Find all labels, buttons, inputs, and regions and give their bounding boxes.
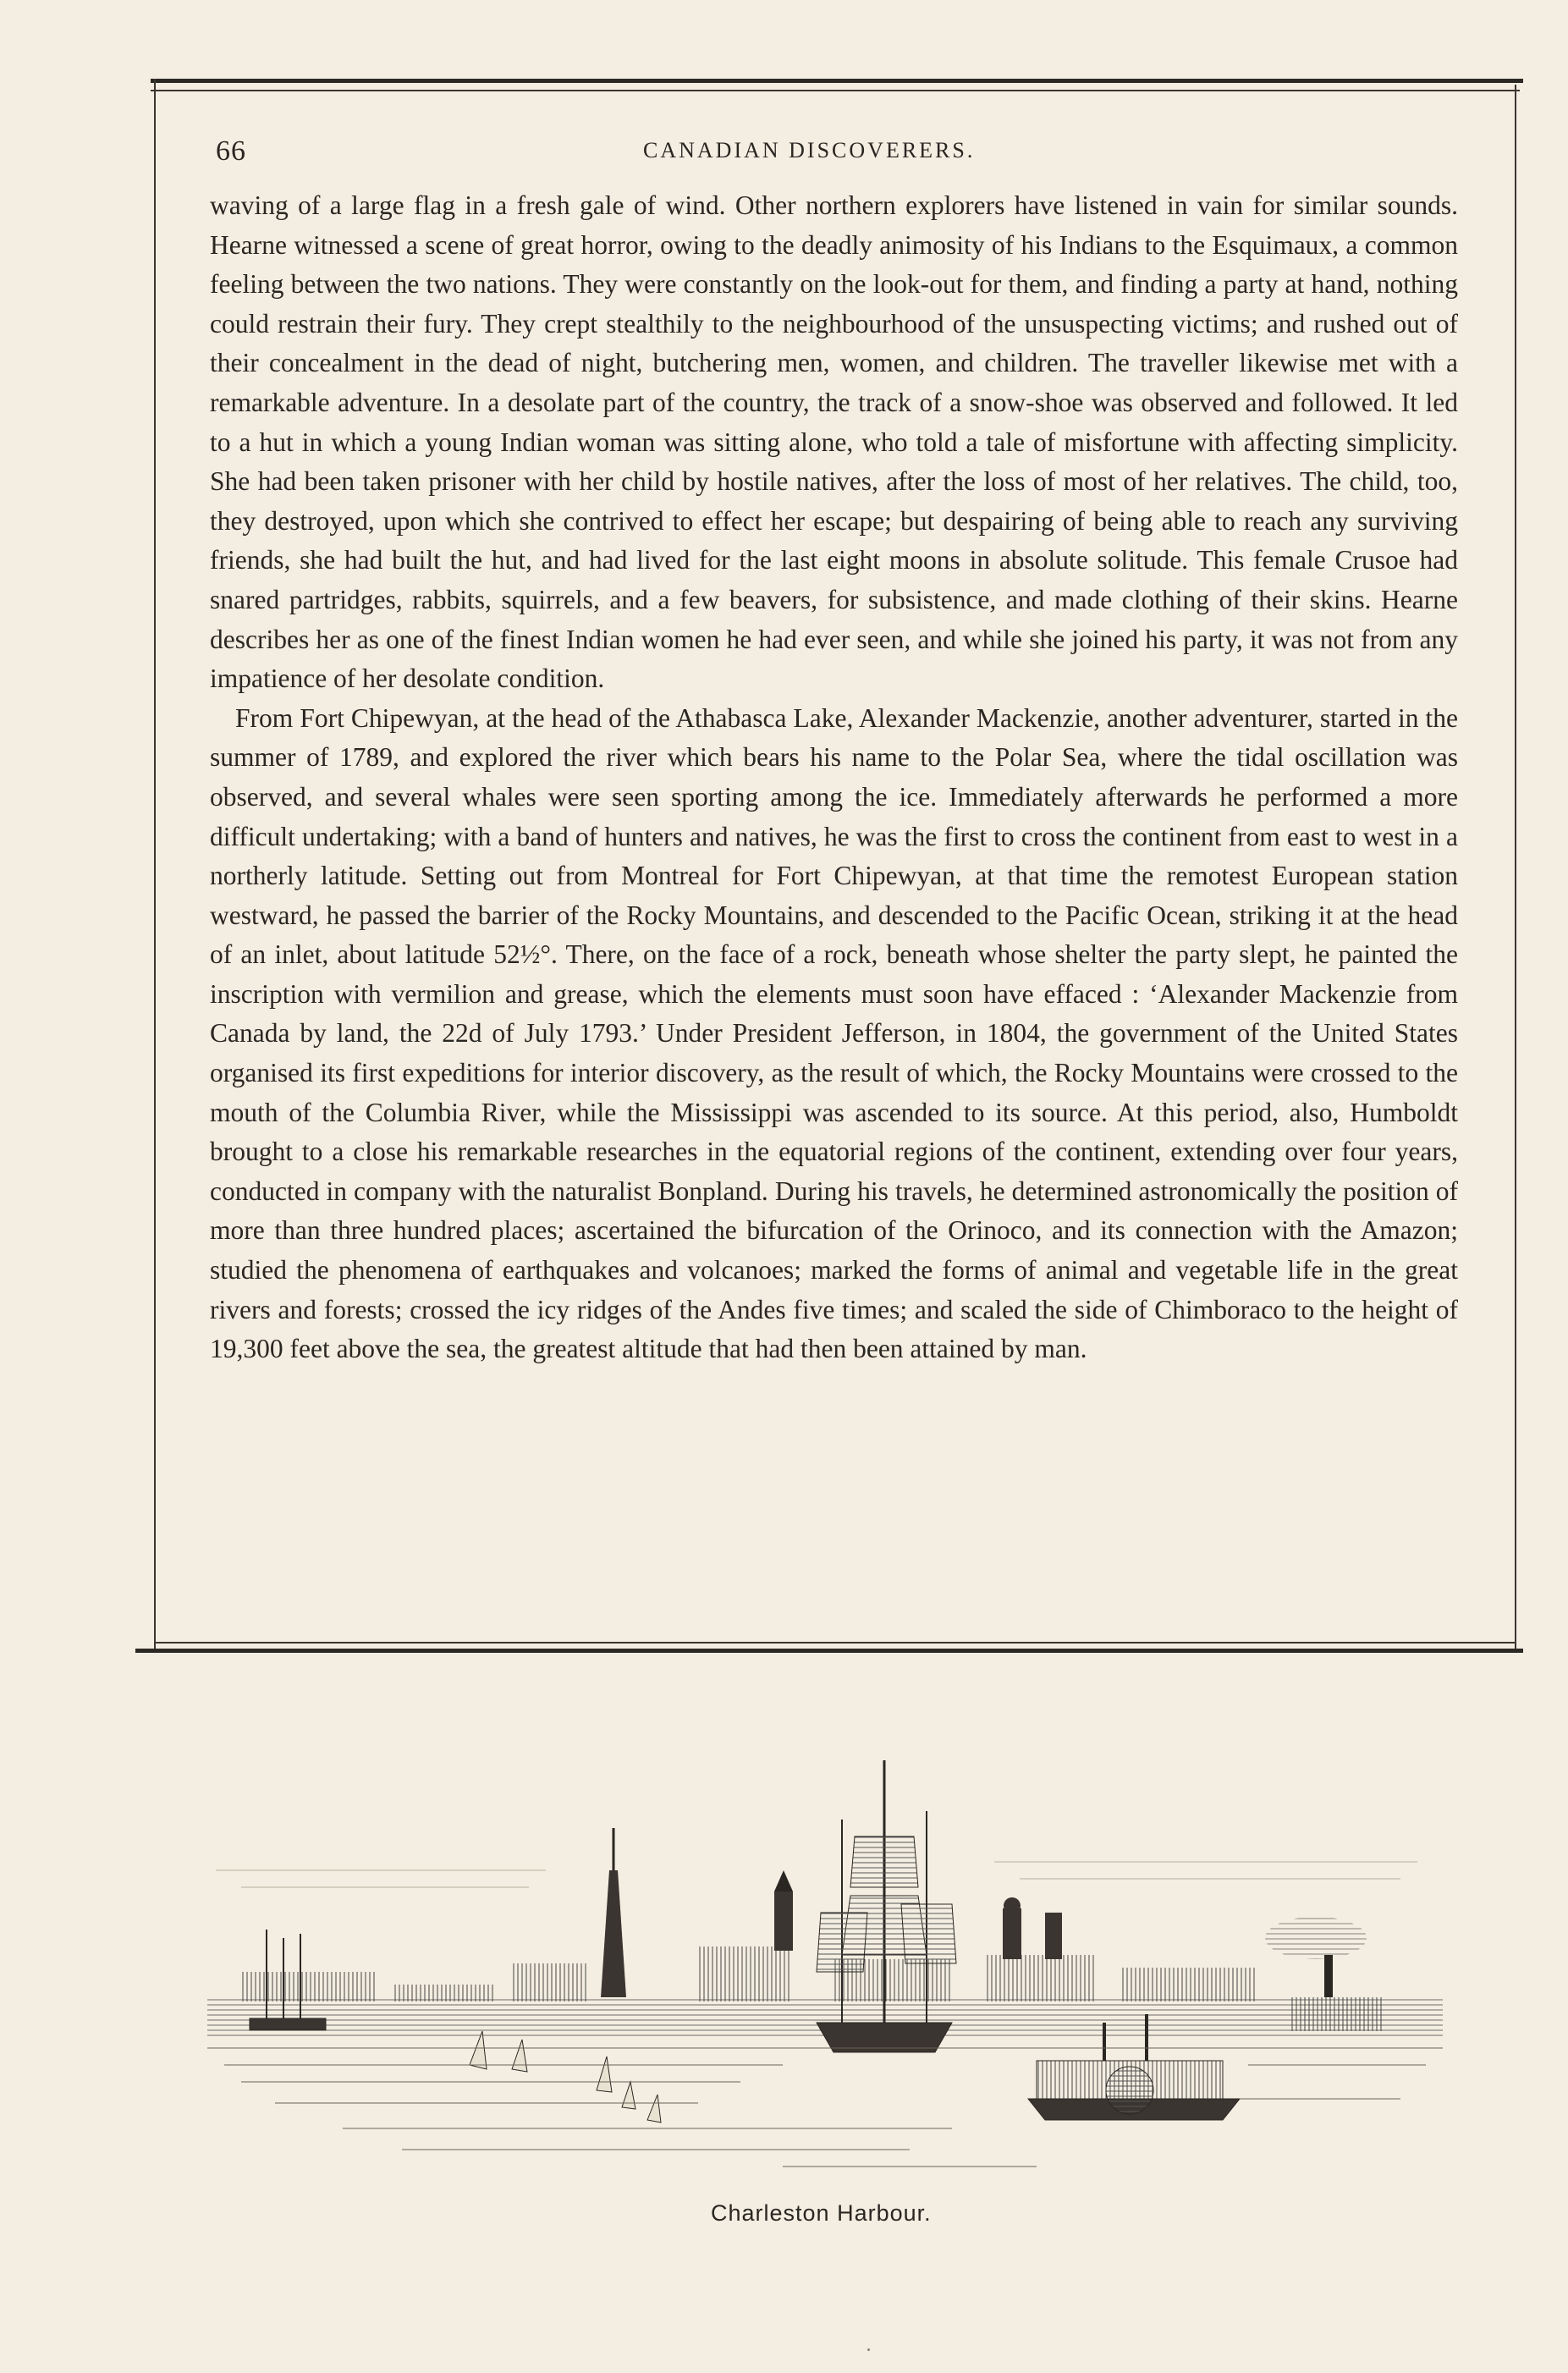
charleston-harbour-engraving <box>190 1743 1460 2200</box>
page-number: 66 <box>216 135 246 167</box>
paragraph-hearne: waving of a large flag in a fresh gale of wind. Other northern explorers have listened in vain for similar sounds. Hearne witnessed a scene of great horror, owing to the deadly animosity of his Indians to the Esquimaux, a common feeling between the two nations. They were constantly on the look-out for them, and finding a party at hand, nothing could restrain their fury. They crept stealthily to the neighbourhood of the unsuspecting victims; and rushed out of their concealment in the dead of night, butchering men, women, and children. The traveller likewise met with a remarkable adventure. In a desolate part of the country, the track of a snow-shoe was observed and followed. It led to a hut in which a young Indian woman was sitting alone, who told a tale of misfortune with affecting simplicity. She had been taken prisoner with her child by hostile natives, after the loss of most of her relatives. The child, too, they destroyed, upon which she contrived to effect her escape; but despairing of being able to reach any surviving friends, she had built the hut, and had lived for the last eight moons in absolute solitude. This female Crusoe had snared partridges, rabbits, squirrels, and a few beavers, for subsistence, and made clothing of their skins. Hearne describes her as one of the finest Indian women he had ever seen, and while she joined his party, it was not from any impatience of her desolate condition. <box>210 190 1458 694</box>
frame-top-rule <box>151 79 1523 83</box>
sailboats <box>470 2031 661 2122</box>
illustration-caption: Charleston Harbour. <box>711 2200 932 2226</box>
frame-bottom-inner-rule <box>154 1642 1516 1643</box>
frame-top-inner-rule <box>151 90 1520 91</box>
paper-speck <box>867 2348 870 2351</box>
frame-right-rule <box>1515 85 1516 1650</box>
body-text <box>210 186 1458 1369</box>
frame-bottom-rule <box>135 1649 1523 1653</box>
water-hatching <box>207 2048 1443 2167</box>
sky-hatching <box>216 1862 1417 1887</box>
paragraph-mackenzie: From Fort Chipewyan, at the head of the Athabasca Lake, Alexander Mackenzie, another adventurer, started in the summer of 1789, and explored the river which bears his name to the Polar Sea, where the tidal oscillation was observed, and several whales were seen sporting among the ice. Immediately afterwards he performed a more difficult undertaking; with a band of hunters and natives, he was the first to cross the continent from east to west in a northerly latitude. Setting out from Montreal for Fort Chipewyan, at that time the remotest European station westward, he passed the barrier of the Rocky Mountains, and descended to the Pacific Ocean, striking it at the head of an inlet, about latitude 52½°. There, on the face of a rock, beneath whose shelter the party slept, he painted the inscription with vermilion and grease, which the elements must soon have effaced : ‘Alexander Mackenzie from Canada by land, the 22d of July 1793.’ Under President Jefferson, in 1804, the government of the United States organised its first expeditions for interior discovery, as the result of which, the Rocky Mountains were crossed to the mouth of the Columbia River, while the Mississippi was ascended to its source. At this period, also, Humboldt brought to a close his remarkable researches in the equatorial regions of the continent, extending over four years, conducted in company with the naturalist Bonpland. During his travels, he determined astronomically the position of more than three hundred places; ascertained the bifurcation of the Orinoco, and its connection with the Amazon; studied the phenomena of earthquakes and volcanoes; marked the forms of animal and vegetable life in the great rivers and forests; crossed the icy ridges of the Andes five times; and scaled the side of Chimboraco to the height of 19,300 feet above the sea, the greatest altitude that had then been attained by man. <box>210 702 1458 1364</box>
frame-left-rule <box>154 79 156 1653</box>
running-head: CANADIAN DISCOVERERS. <box>643 138 976 162</box>
